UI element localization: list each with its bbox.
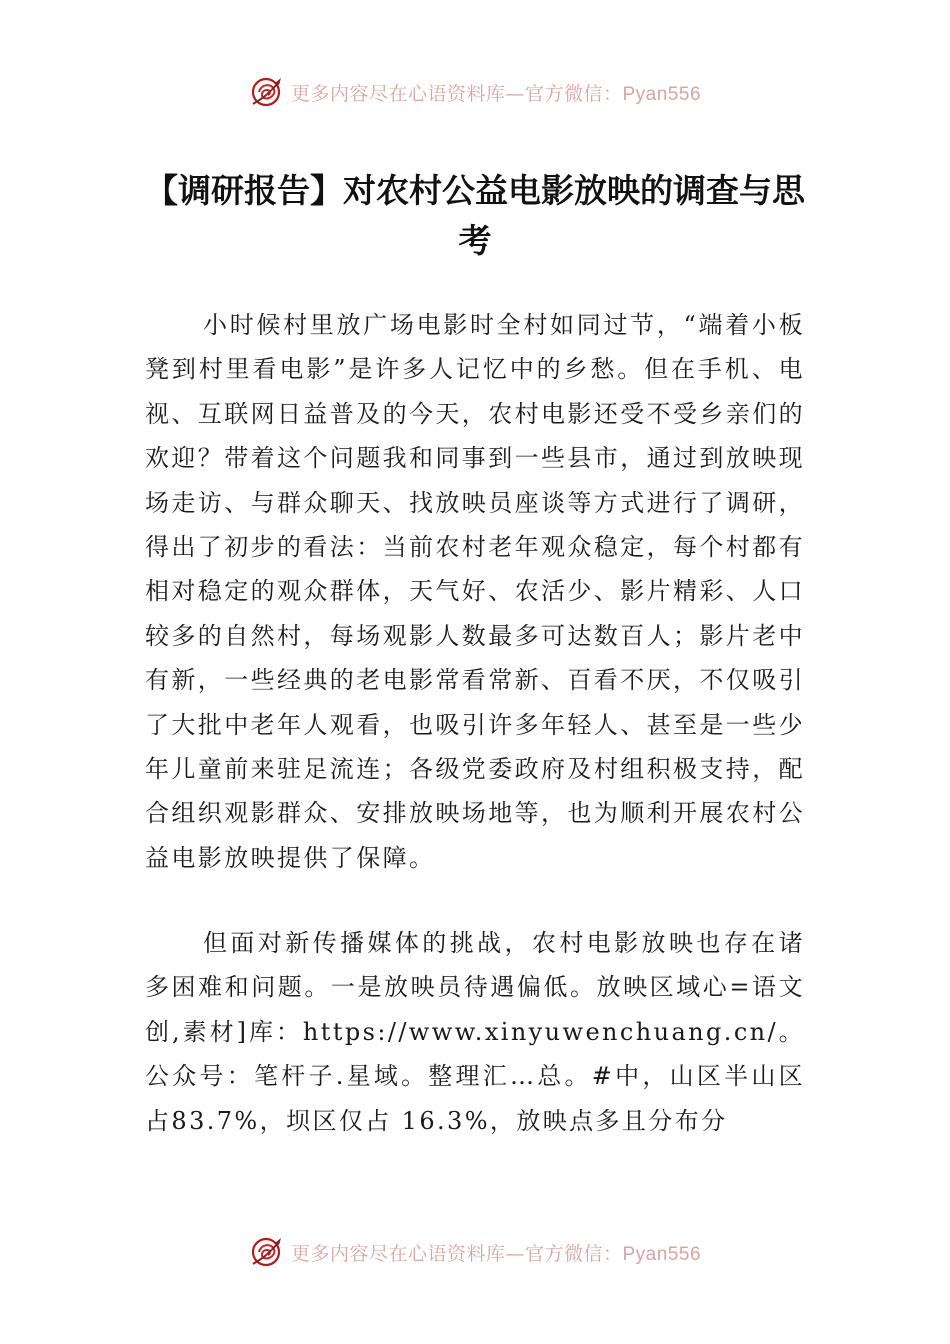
footer-banner-text bbox=[291, 1239, 701, 1266]
header-banner-text bbox=[291, 79, 701, 106]
document-title: 【调研报告】对农村公益电影放映的调查与思考 bbox=[145, 171, 805, 260]
footer-wechat-id: Pyan556 bbox=[622, 1243, 702, 1265]
header-banner-label: 更多内容尽在心语资料库—官方微信： bbox=[290, 82, 623, 105]
paragraph-2: 但面对新传播媒体的挑战，农村电影放映也存在诸多困难和问题。一是放映员待遇偏低。放映区域心=语文创,素材]库：https://www.xinyuwenchuang.cn/。公众号：笔杆子.星域。整理汇…总。#中，山区半山区占83.7%，坝区仅占 16.3%，放映点多且分布分 bbox=[145, 929, 805, 1135]
header-banner bbox=[0, 72, 950, 112]
footer-banner-label: 更多内容尽在心语资料库—官方微信： bbox=[290, 1242, 623, 1265]
footer-banner bbox=[0, 1232, 950, 1272]
header-wechat-id: Pyan556 bbox=[622, 83, 702, 105]
paragraph-1: 小时候村里放广场电影时全村如同过节，“端着小板凳到村里看电影”是许多人记忆中的乡愁。但在手机、电视、互联网日益普及的今天，农村电影还受不受乡亲们的欢迎？带着这个问题我和同事到一些县市，通过到放映现场走访、与群众聊天、找放映员座谈等方式进行了调研，得出了初步的看法：当前农村老年观众稳定，每个村都有相对稳定的观众群体，天气好、农活少、影片精彩、人口较多的自然村，每场观影人数最多可达数百人；影片老中有新，一些经典的老电影常看常新、百看不厌，不仅吸引了大批中老年人观看，也吸引许多年轻人、甚至是一些少年儿童前来驻足流连；各级党委政府及村组积极支持，配合组织观影群众、安排放映场地等，也为顺利开展农村公益电影放映提供了保障。 bbox=[145, 311, 805, 872]
rose-logo-icon bbox=[249, 74, 285, 110]
rose-logo-icon bbox=[249, 1234, 285, 1270]
